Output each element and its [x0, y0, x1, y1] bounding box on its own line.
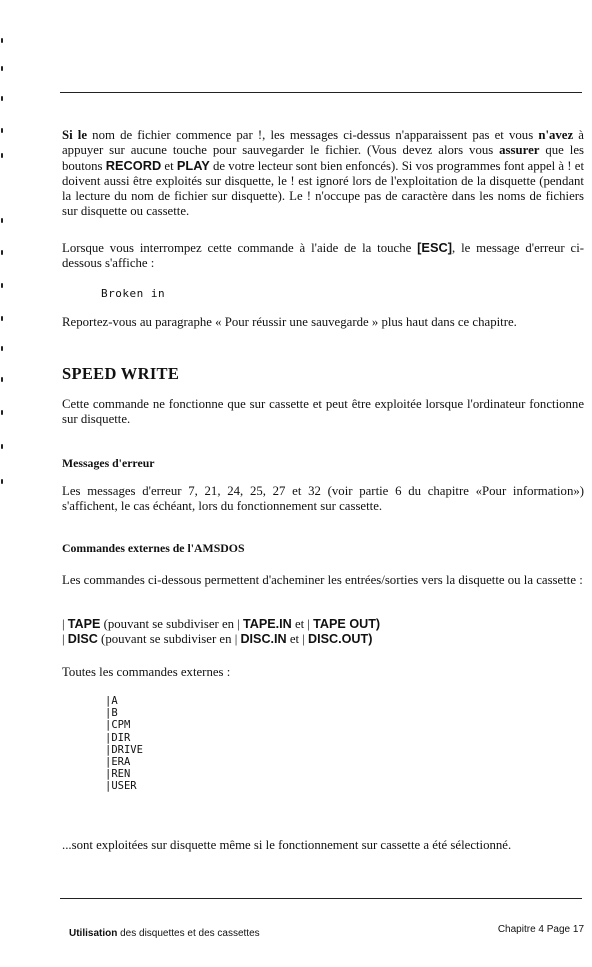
p1-text-5: de votre lecteur sont bien enfoncés). Si vos programmes font appel à ! et doivent aussi être exploités sur disquette, le ! est ignoré lors de l'exploitation de la disquette (pendant la lecture du nom de fichier sur disquette). Le ! n'occupe pas de caractère dans les noms de fichiers sur disquette ou cassette.: [62, 159, 585, 218]
tape-in-keyword: TAPE.IN: [243, 617, 292, 631]
tape-out-keyword: TAPE OUT): [313, 617, 381, 631]
paragraph-commands-intro: Les commandes ci-dessous permettent d'acheminer les entrées/sorties vers la disquette ou la cassette :: [62, 573, 583, 587]
record-keyword: RECORD: [105, 158, 162, 173]
list-item: |USER: [105, 780, 137, 793]
cmd2-text: (pouvant se subdiviser en |: [97, 632, 241, 646]
bottom-rule: [60, 898, 582, 899]
p2-text-2: , le message d'erreur ci-dessous s'affiche :: [62, 241, 585, 270]
paragraph-esc-interrupt: [62, 240, 584, 271]
p1-text-3: que les boutons: [62, 143, 584, 173]
list-item: |REN: [105, 768, 131, 781]
subheading-amsdos-commands: Commandes externes de l'AMSDOS: [62, 541, 245, 555]
footer-section-title: [69, 928, 260, 939]
command-disc-line: [62, 632, 372, 647]
paragraph-speed-write: Cette commande ne fonctionne que sur cassette et peut être exploitée lorsque l'ordinateur fonctionne sur disquette.: [62, 397, 584, 426]
paragraph-filename-note: [62, 128, 584, 219]
p1-bold-assurer: assurer: [499, 143, 540, 157]
external-commands-list: [105, 695, 143, 793]
subheading-error-messages: Messages d'erreur: [62, 456, 155, 470]
p1-bold-start: Si le: [62, 128, 88, 142]
list-item: |ERA: [105, 756, 131, 769]
list-item: |CPM: [105, 719, 131, 732]
list-item: |DRIVE: [105, 743, 143, 756]
footer-page-number: Chapitre 4 Page 17: [497, 924, 584, 935]
cmd1-and: et |: [291, 617, 314, 631]
binding-hole-marks: [0, 0, 8, 967]
paragraph-error-messages: Les messages d'erreur 7, 21, 24, 25, 27 et 32 (voir partie 6 du chapitre «Pour information») s'affichent, le cas échéant, lors du fonctionnement sur cassette.: [62, 484, 584, 513]
paragraph-all-external-commands: Toutes les commandes externes :: [62, 665, 231, 679]
cmd1-bar: |: [62, 617, 68, 631]
cmd2-and: et |: [286, 632, 309, 646]
top-rule: [60, 92, 582, 93]
code-broken-in: Broken in: [101, 287, 166, 300]
cmd1-text: (pouvant se subdiviser en |: [100, 617, 244, 631]
p1-text-1: nom de fichier commence par !, les messages ci-dessus n'apparaissent pas et vous: [87, 128, 539, 142]
list-item: |A: [105, 695, 118, 707]
esc-key-label: [ESC]: [417, 240, 453, 255]
footer-left-bold: Utilisation: [69, 928, 118, 939]
section-title-speed-write: SPEED WRITE: [62, 364, 180, 383]
tape-keyword: TAPE: [67, 617, 101, 631]
paragraph-closing: ...sont exploitées sur disquette même si le fonctionnement sur cassette a été sélectionné.: [62, 838, 512, 852]
command-tape-line: [62, 617, 380, 632]
p1-text-2: à appuyer sur aucune touche pour sauvegarder le fichier. (Vous devez alors vous: [62, 128, 584, 157]
disc-out-keyword: DISC.OUT): [308, 632, 373, 646]
cmd2-bar: |: [62, 632, 68, 646]
footer-left-rest: des disquettes et des cassettes: [117, 928, 260, 939]
play-keyword: PLAY: [176, 158, 210, 173]
p1-text-4: et: [161, 159, 177, 173]
paragraph-reference: Reportez-vous au paragraphe « Pour réussir une sauvegarde » plus haut dans ce chapitre.: [62, 315, 517, 329]
p1-bold-navez: n'avez: [538, 128, 574, 142]
disc-keyword: DISC: [67, 632, 98, 646]
list-item: |DIR: [105, 731, 131, 744]
p2-text-1: Lorsque vous interrompez cette commande à l'aide de la touche: [62, 241, 418, 255]
disc-in-keyword: DISC.IN: [240, 632, 287, 646]
list-item: |B: [105, 707, 118, 720]
